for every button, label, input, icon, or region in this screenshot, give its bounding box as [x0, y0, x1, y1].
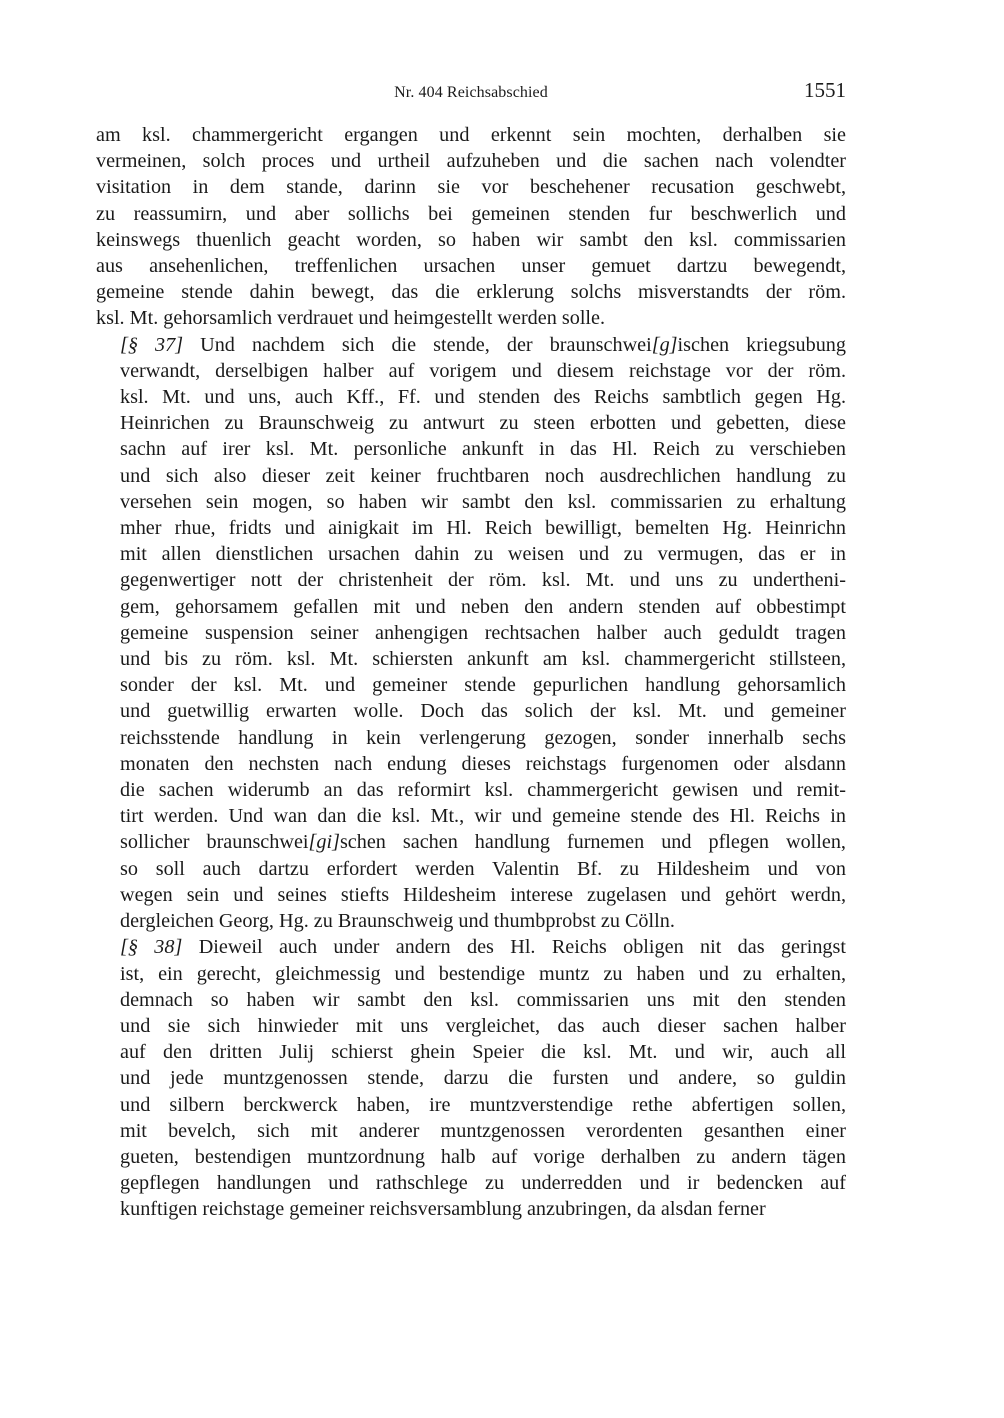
text-line: [96, 1013, 846, 1039]
text-line: [96, 908, 846, 934]
paragraph: [96, 122, 846, 332]
text-segment: auf den dritten Julij schierst ghein Speier die ksl. Mt. und wir, auch all: [120, 1041, 846, 1064]
text-line: [96, 620, 846, 646]
text-segment: am ksl. chammergericht ergangen und erkennt sein mochten, derhalben sie: [96, 124, 846, 146]
body-text: [96, 122, 846, 1223]
text-line: [96, 463, 846, 489]
text-line: [96, 410, 846, 436]
text-segment: so soll auch dartzu erfordert werden Valentin Bf. zu Hildesheim und von: [120, 857, 846, 880]
text-segment: visitation in dem stande, darinn sie vor beschehener recusation geschwebt,: [96, 176, 846, 199]
text-line: [96, 961, 846, 987]
text-line: [96, 882, 846, 908]
text-segment: demnach so haben wir sambt den ksl. commissarien uns mit den stenden: [120, 988, 846, 1011]
paragraph: [96, 934, 846, 1222]
text-line: [96, 829, 846, 855]
text-segment: gepflegen handlungen und rathschlege zu underredden und ir bedencken auf: [120, 1172, 846, 1195]
running-head-title: Nr. 404 Reichsabschied: [394, 84, 548, 101]
text-line: [96, 122, 846, 148]
text-line: [96, 227, 846, 253]
text-line: [96, 279, 846, 305]
text-line: [96, 1196, 846, 1222]
text-segment: vermeinen, solch proces und urtheil aufzuheben und die sachen nach volendter: [96, 150, 846, 173]
text-line: [96, 515, 846, 541]
text-segment: gegenwertiger nott der christenheit der röm. ksl. Mt. und uns zu undertheni-: [120, 569, 846, 592]
text-segment: ksl. Mt. gehorsamlich verdrauet und heimgestellt werden solle.: [96, 307, 606, 330]
text-line: [96, 803, 846, 829]
text-line: [96, 1118, 846, 1144]
text-line: [96, 1144, 846, 1170]
text-segment: zu reassumirn, und aber sollichs bei gemeinen stenden fur beschwerlich und: [96, 202, 846, 225]
text-segment: gem, gehorsamem gefallen mit und neben den andern stenden auf obbestimpt: [120, 595, 846, 618]
text-line: [96, 1170, 846, 1196]
text-segment: und bis zu röm. ksl. Mt. schiersten ankunft am ksl. chammergericht stillsteen,: [120, 648, 846, 671]
text-line: [96, 148, 846, 174]
text-segment: tirt werden. Und wan dan die ksl. Mt., wir und gemeine stende des Hl. Reichs in: [120, 805, 846, 828]
text-segment: mher rhue, fridts und ainigkait im Hl. Reich bewilligt, bemelten Hg. Heinrichn: [120, 517, 846, 540]
text-segment: sachn auf irer ksl. Mt. personliche ankunft in das Hl. Reich zu verschieben: [120, 438, 846, 461]
text-segment: die sachen widerumb an das reformirt ksl. chammergericht gewisen und remit-: [120, 779, 846, 802]
text-segment: versehen sein mogen, so haben wir sambt den ksl. commissarien zu erhaltung: [120, 490, 846, 513]
text-line: [96, 751, 846, 777]
text-segment: dergleichen Georg, Hg. zu Braunschweig und thumbprobst zu Cölln.: [120, 910, 675, 933]
text-line: [96, 201, 846, 227]
text-line: [96, 646, 846, 672]
text-segment: mit allen dienstlichen ursachen dahin zu weisen und zu vermugen, das er in: [120, 543, 846, 566]
text-segment: reichsstende handlung in kein verlengerung gezogen, sonder innerhalb sechs: [120, 726, 846, 749]
paragraph: [96, 332, 846, 935]
editorial-mark: [gi]: [308, 831, 340, 854]
text-segment: Dieweil auch under andern des Hl. Reichs obligen nit das geringst: [182, 936, 846, 959]
text-segment: monaten den nechsten nach endung dieses reichstags furgenomen oder alsdann: [120, 752, 846, 775]
text-segment: ksl. Mt. und uns, auch Kff., Ff. und stenden des Reichs sambtlich gegen Hg.: [120, 386, 846, 409]
text-line: [96, 987, 846, 1013]
text-segment: und sich also dieser zeit keiner fruchtbaren noch ausdrechlichen handlung zu: [120, 464, 846, 487]
text-line: [96, 698, 846, 724]
text-line: [96, 332, 846, 358]
text-segment: schen sachen handlung furnemen und pflegen wollen,: [339, 831, 846, 854]
document-page: [96, 78, 846, 1223]
text-segment: sollicher braunschwei: [120, 831, 309, 854]
text-segment: aus ansehenlichen, treffenlichen ursachen unser gemuet dartzu bewegendt,: [96, 255, 846, 278]
text-line: [96, 1092, 846, 1118]
text-line: [96, 305, 846, 331]
text-line: [96, 489, 846, 515]
text-line: [96, 725, 846, 751]
text-segment: ist, ein gerecht, gleichmessig und bestendige muntz zu haben und zu erhalten,: [120, 962, 846, 985]
text-segment: sonder der ksl. Mt. und gemeiner stende gepurlichen handlung gehorsamlich: [120, 674, 846, 697]
text-segment: kunftigen reichstage gemeiner reichsversamblung anzubringen, da alsdan ferner: [120, 1198, 766, 1221]
text-segment: und sie sich hinwieder mit uns vergleichet, das auch dieser sachen halber: [120, 1014, 846, 1037]
text-line: [96, 856, 846, 882]
text-line: [96, 1065, 846, 1091]
editorial-mark: [§ 37]: [120, 333, 184, 356]
text-line: [96, 1039, 846, 1065]
editorial-mark: [g]: [651, 333, 678, 356]
text-line: [96, 594, 846, 620]
page-number: 1551: [804, 78, 846, 102]
text-segment: gemeine suspension seiner anhengigen rechtsachen halber auch geduldt tragen: [120, 621, 846, 644]
text-segment: wegen sein und seines stiefts Hildesheim interese zugelasen und gehört werdn,: [120, 883, 846, 906]
text-line: [96, 384, 846, 410]
text-segment: ischen kriegsubung: [677, 333, 846, 356]
text-line: [96, 541, 846, 567]
text-line: [96, 174, 846, 200]
editorial-mark: [§ 38]: [120, 936, 183, 959]
text-segment: verwandt, derselbigen halber auf vorigem und diesem reichstage vor der röm.: [120, 359, 846, 382]
text-segment: mit bevelch, sich mit anderer muntzgenossen verordenten gesanthen einer: [120, 1119, 846, 1142]
text-line: [96, 672, 846, 698]
text-line: [96, 436, 846, 462]
text-segment: und jede muntzgenossen stende, darzu die fursten und andere, so guldin: [120, 1067, 846, 1090]
text-segment: Und nachdem sich die stende, der braunschwei: [183, 333, 652, 356]
text-segment: gemeine stende dahin bewegt, das die erklerung solchs misverstandts der röm.: [96, 281, 846, 304]
text-segment: und silbern berckwerck haben, ire muntzverstendige rethe abfertigen sollen,: [120, 1093, 846, 1116]
text-line: [96, 253, 846, 279]
text-line: [96, 358, 846, 384]
text-line: [96, 934, 846, 960]
text-segment: keinswegs thuenlich geacht worden, so haben wir sambt den ksl. commissarien: [96, 228, 846, 251]
text-segment: und guetwillig erwarten wolle. Doch das solich der ksl. Mt. und gemeiner: [120, 700, 846, 723]
text-line: [96, 567, 846, 593]
text-segment: gueten, bestendigen muntzordnung halb auf vorige derhalben zu andern tägen: [120, 1145, 846, 1168]
text-line: [96, 777, 846, 803]
running-head: [96, 78, 846, 110]
text-segment: Heinrichen zu Braunschweig zu antwurt zu steen erbotten und gebetten, diese: [120, 412, 846, 435]
